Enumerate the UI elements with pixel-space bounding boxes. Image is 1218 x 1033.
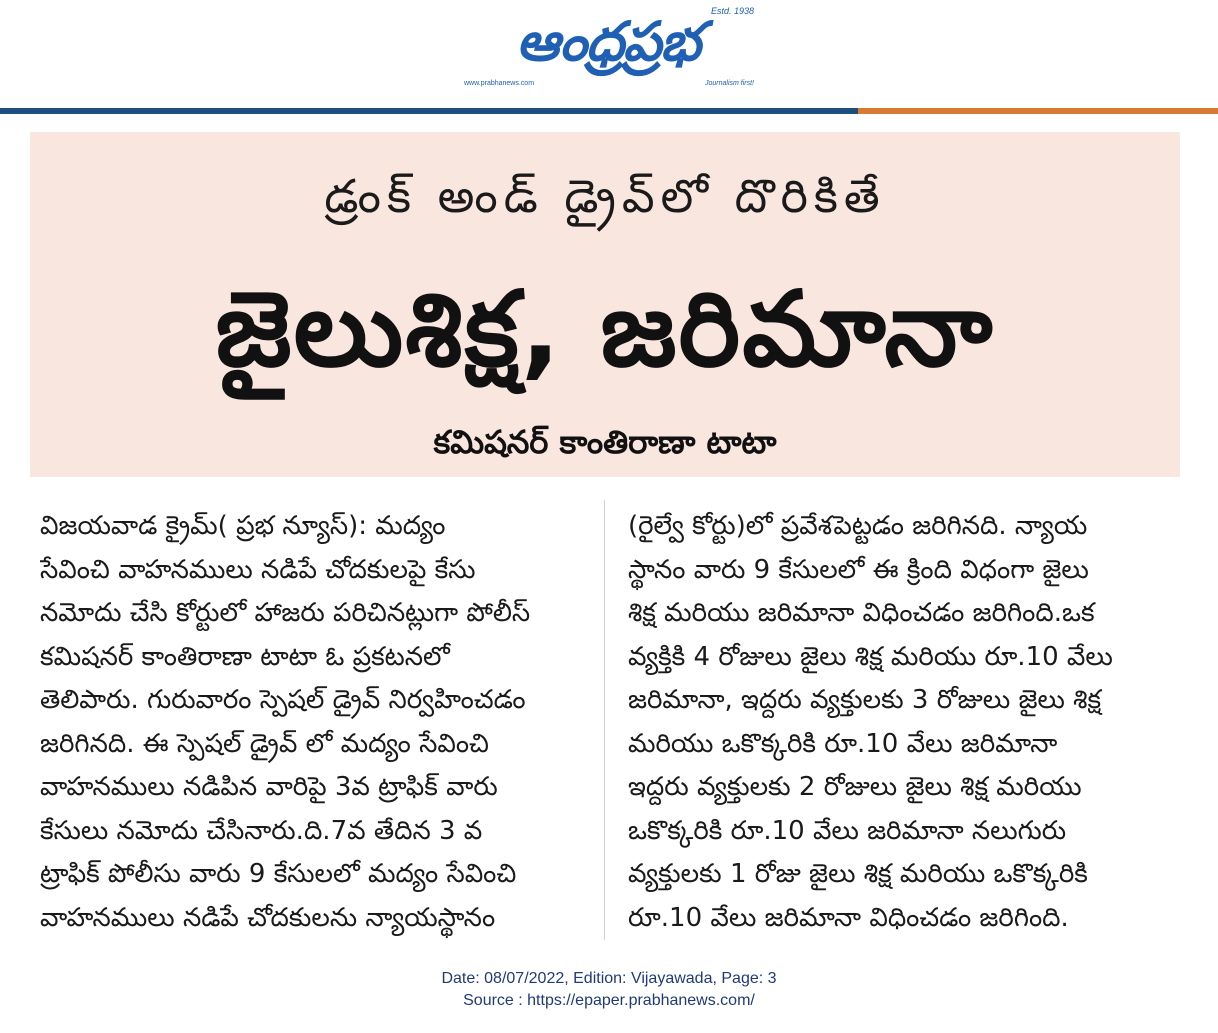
article-line: రూ.10 వేలు జరిమానా విధించడం జరిగింది.	[628, 902, 1069, 933]
article-line: జరిగినది. ఈ స్పెషల్ డ్రైవ్ లో మద్యం సేవించి	[40, 728, 489, 759]
article-line: వ్యక్తికి 4 రోజులు జైలు శిక్ష మరియు రూ.10 వేలు	[628, 641, 1113, 672]
article-line: విజయవాడ క్రైమ్( ప్రభ న్యూస్): మద్యం	[40, 511, 446, 541]
masthead-rule-blue	[0, 108, 858, 114]
article-line: (రైల్వే కోర్టు)లో ప్రవేశపెట్టడం జరిగినది. న్యాయ	[628, 511, 1088, 541]
article-column-right	[628, 505, 1148, 940]
article-line: వ్యక్తులకు 1 రోజు జైలు శిక్ష మరియు ఒకొక్కరికి	[628, 859, 1088, 889]
footer	[0, 968, 1218, 1012]
logo-established: Estd. 1938	[710, 6, 754, 16]
masthead	[0, 0, 1218, 110]
article-line: ఒకొక్కరికి రూ.10 వేలు జరిమానా నలుగురు	[628, 815, 1067, 846]
article-line: కేసులు నమోదు చేసినారు.ది.7వ తేదిన 3 వ	[40, 815, 483, 846]
logo-tagline: Journalism first!	[704, 80, 754, 87]
article-line: స్థానం వారు 9 కేసులలో ఈ క్రింది విధంగా జైలు	[628, 554, 1089, 585]
article-line: నమోదు చేసి కోర్టులో హాజరు పరిచినట్లుగా పోలీస్	[40, 598, 531, 628]
article-line: వాహనములు నడిపే చోదకులను న్యాయస్థానం	[40, 902, 496, 933]
article-line: సేవించి వాహనములు నడిపే చోదకులపై కేసు	[40, 554, 476, 585]
article-line: వాహనములు నడిపిన వారిపై 3వ ట్రాఫిక్ వారు	[40, 772, 498, 802]
column-divider	[604, 500, 605, 940]
article-line: జరిమానా, ఇద్దరు వ్యక్తులకు 3 రోజులు జైలు శిక్ష	[628, 685, 1102, 715]
footer-edition-info: Date: 08/07/2022, Edition: Vijayawada, Page: 3	[441, 970, 777, 987]
logo-url: www.prabhanews.com	[464, 80, 535, 87]
article-line: ట్రాఫిక్ పోలీసు వారు 9 కేసులలో మద్యం సేవించి	[40, 859, 517, 889]
article-column-left	[40, 505, 540, 940]
article-line: తెలిపారు. గురువారం స్పెషల్ డ్రైవ్ నిర్వహించడం	[40, 685, 526, 715]
headline-kicker: డ్రంక్ అండ్ డ్రైవ్‌లో దొరికితే	[324, 169, 886, 223]
headline-box	[30, 132, 1180, 477]
footer-source[interactable]: Source : https://epaper.prabhanews.com/	[463, 992, 755, 1009]
masthead-rule-orange	[858, 108, 1218, 114]
newspaper-logo[interactable]	[458, 8, 758, 92]
logo-wordmark: ఆంధ్రప్రభ	[516, 9, 700, 73]
headline-subhead: కమిషనర్ కాంతిరాణా టాటా	[433, 423, 777, 461]
article-line: ఇద్దరు వ్యక్తులకు 2 రోజులు జైలు శిక్ష మరియు	[628, 772, 1082, 802]
article-line: మరియు ఒకొక్కరికి రూ.10 వేలు జరిమానా	[628, 728, 1058, 759]
main-headline: జైలుశిక్ష, జరిమానా	[215, 268, 995, 390]
article-line: శిక్ష మరియు జరిమానా విధించడం జరిగింది.ఒక	[628, 598, 1095, 628]
article-line: కమిషనర్ కాంతిరాణా టాటా ఓ ప్రకటనలో	[40, 641, 450, 672]
